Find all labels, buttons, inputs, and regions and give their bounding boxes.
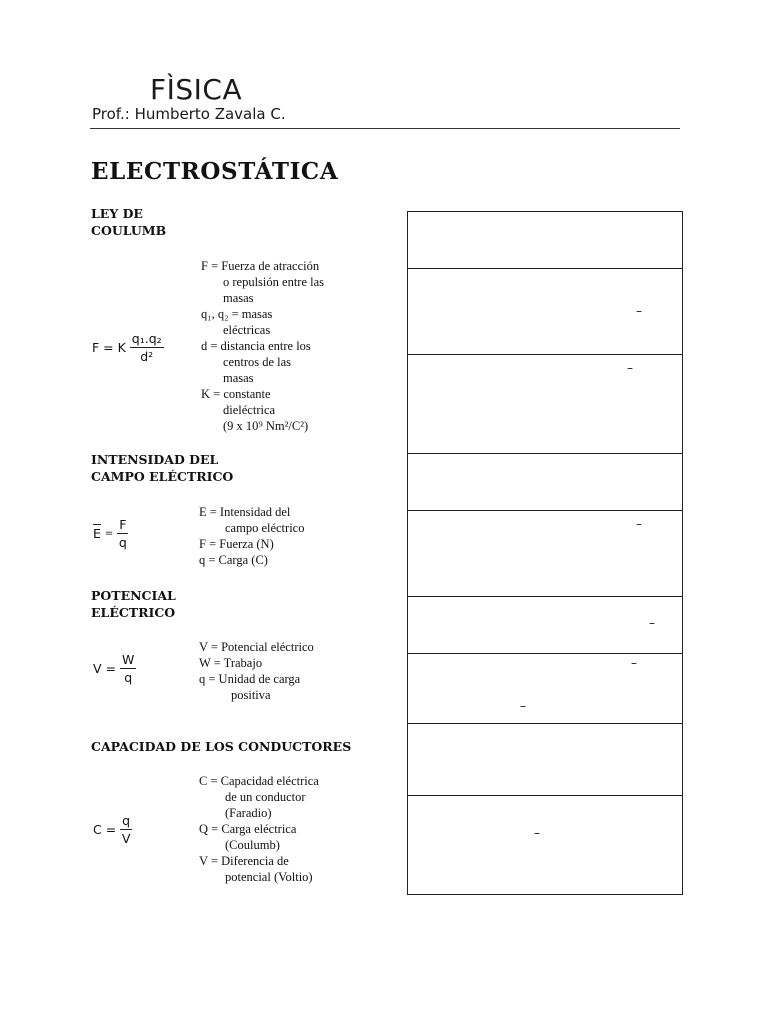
table-row-divider [407,453,683,454]
page-title: ELECTROSTÁTICA [91,158,339,185]
campo-numerator: F [119,517,127,532]
coulomb-definitions [201,258,324,434]
capacidad-fraction [120,813,132,846]
capacidad-denominator: V [121,831,131,846]
campo-def-line: F = Fuerza (N) [199,537,274,551]
table-row-divider [407,268,683,269]
coulomb-denominator: d² [140,349,154,364]
potencial-heading [91,587,176,621]
coulomb-def-line: (9 x 10⁹ Nm²/C²) [223,419,309,433]
coulomb-def-line: masas [223,291,254,305]
coulomb-heading-line1: LEY DE [91,206,143,221]
coulomb-def-line: masas [223,371,254,385]
table-row-divider [407,723,683,724]
coulomb-heading-line2: COULUMB [91,223,167,238]
table-mark: – [627,361,633,375]
coulomb-def-line: F = Fuerza de atracción [201,259,320,273]
table-mark: – [534,826,540,840]
potencial-def-line: positiva [231,688,271,702]
coulomb-def-line: o repulsión entre las [223,275,325,289]
campo-def-line: E = Intensidad del [199,505,291,519]
capacidad-def-line: potencial (Voltio) [225,870,313,884]
coulomb-fraction [130,331,164,364]
table-mark: – [649,616,655,630]
campo-formula [93,517,128,550]
coulomb-def-line: K = constante [201,387,271,401]
table-mark: – [631,656,637,670]
coulomb-def-line: dieléctrica [223,403,276,417]
potencial-fraction [120,652,136,685]
campo-heading [91,451,233,485]
potencial-formula-lhs: V = [93,661,116,676]
potencial-definitions [199,639,314,703]
campo-heading-line1: INTENSIDAD DEL [91,452,219,467]
table-mark: – [636,517,642,531]
coulomb-heading [91,205,166,239]
coulomb-formula-lhs: F = K [92,340,126,355]
table-row-divider [407,354,683,355]
potencial-heading-line1: POTENCIAL [91,588,176,603]
table-row-divider [407,510,683,511]
coulomb-def-line: eléctricas [223,323,271,337]
potencial-denominator: q [124,670,133,685]
capacidad-def-line: V = Diferencia de [199,854,289,868]
capacidad-def-line: C = Capacidad eléctrica [199,774,319,788]
capacidad-def-line: (Faradio) [225,806,272,820]
potencial-numerator: W [121,652,135,667]
potencial-def-line: V = Potencial eléctrico [199,640,314,654]
capacidad-numerator: q [122,813,131,828]
professor-name: Prof.: Humberto Zavala C. [92,105,286,123]
capacidad-formula-lhs: C = [93,822,117,837]
campo-formula-equals: = [104,528,114,539]
coulomb-formula [92,331,164,364]
header-divider [90,128,680,129]
potencial-def-line: W = Trabajo [199,656,263,670]
campo-fraction [117,517,128,550]
coulomb-def-line: centros de las [223,355,292,369]
coulomb-def-line: q₁, q₂ = masas [201,307,273,321]
coulomb-def-line: d = distancia entre los [201,339,311,353]
capacidad-formula [93,813,132,846]
campo-formula-lhs: E [93,526,101,541]
campo-def-line: q = Carga (C) [199,553,268,567]
capacidad-heading-line1: CAPACIDAD DE LOS CONDUCTORES [91,739,352,754]
capacidad-def-line: (Coulumb) [225,838,280,852]
table-mark: – [636,304,642,318]
potencial-heading-line2: ELÉCTRICO [91,605,176,620]
campo-definitions [199,504,304,568]
subject-title: FÌSICA [150,73,243,106]
table-row-divider [407,653,683,654]
capacidad-heading [91,738,351,755]
campo-denominator: q [118,535,127,550]
capacidad-def-line: Q = Carga eléctrica [199,822,297,836]
potencial-def-line: q = Unidad de carga [199,672,301,686]
potencial-formula [93,652,136,685]
table-mark: – [520,699,526,713]
capacidad-def-line: de un conductor [225,790,306,804]
table-row-divider [407,795,683,796]
campo-def-line: campo eléctrico [225,521,305,535]
table-row-divider [407,596,683,597]
capacidad-definitions [199,773,319,885]
campo-heading-line2: CAMPO ELÉCTRICO [91,469,234,484]
coulomb-numerator: q₁.q₂ [131,331,162,346]
